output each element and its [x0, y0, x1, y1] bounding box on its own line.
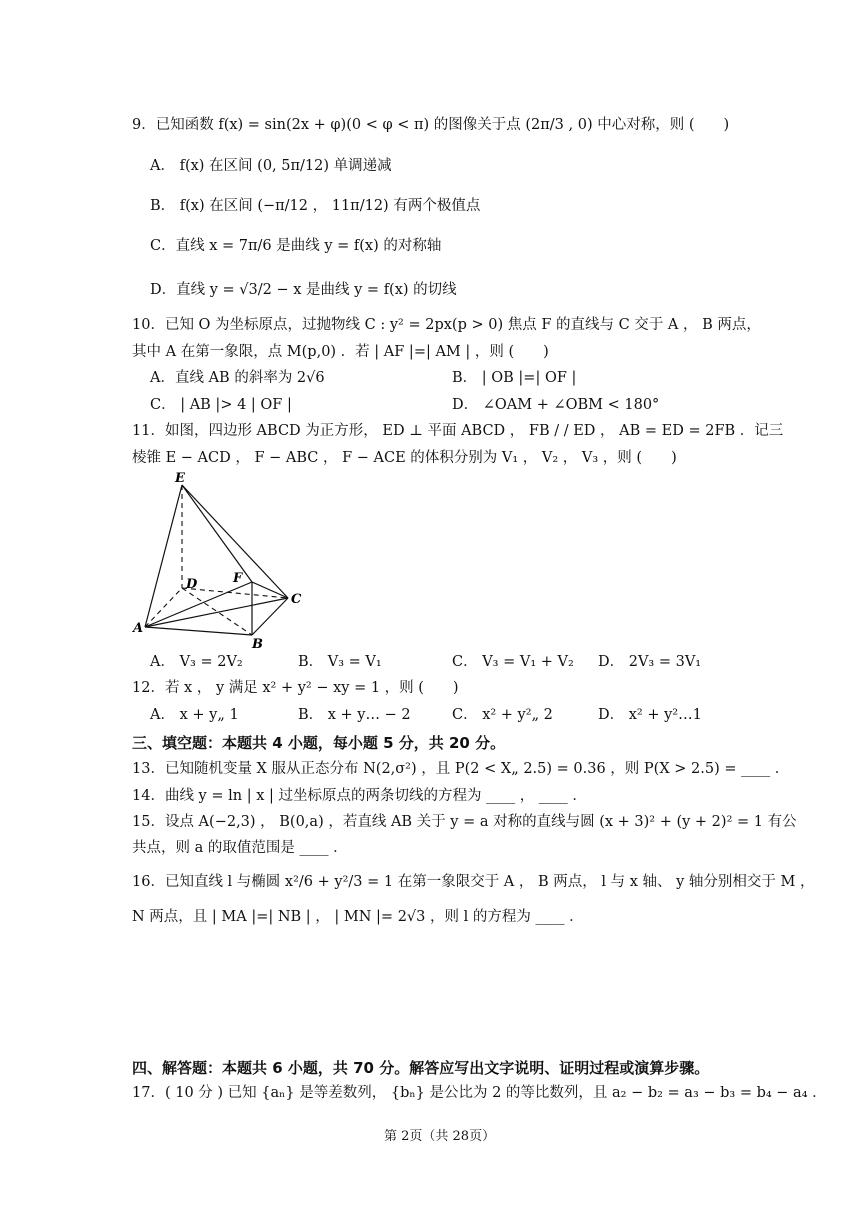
vertex-label-c: C [291, 592, 302, 607]
q10-option-a: A．直线 AB 的斜率为 2√6 [150, 370, 325, 386]
vertex-label-a: A [133, 621, 144, 636]
q10-stem-line2: 其中 A 在第一象限，点 M(p,0) ．若 | AF |=| AM | ，则 ( ) [132, 344, 549, 360]
page-footer: 第 2页（共 28页） [384, 1129, 496, 1144]
q15-line1: 15．设点 A(−2,3) ， B(0,a) ，若直线 AB 关于 y = a 对称的直线与圆 (x + 3)² + (y + 2)² = 1 有公 [132, 814, 797, 830]
q10-option-d: D． ∠OAM + ∠OBM < 180° [452, 397, 660, 413]
pyramid-figure [125, 470, 315, 650]
q12-option-a: A． x + y„ 1 [150, 707, 239, 723]
q12-option-c: C． x² + y²„ 2 [452, 707, 553, 723]
q9-option-c: C．直线 x = 7π/6 是曲线 y = f(x) 的对称轴 [150, 238, 442, 254]
q12-option-d: D． x² + y²…1 [598, 707, 702, 723]
vertex-label-d: D [186, 577, 198, 592]
q10-option-b: B． | OB |=| OF | [452, 370, 577, 386]
q16-line2: N 两点，且 | MA |=| NB | ， | MN |= 2√3 ，则 l 的方程为 ____ ． [132, 909, 584, 925]
q11-option-c: C． V₃ = V₁ + V₂ [452, 654, 574, 670]
q11-stem-line2: 棱锥 E − ACD ， F − ABC ， F − ACE 的体积分别为 V₁ ， V₂ ， V₃ ，则 ( ) [132, 450, 677, 466]
q14-text: 14．曲线 y = ln | x | 过坐标原点的两条切线的方程为 ____ ， ____ ． [132, 788, 587, 804]
q12-stem: 12．若 x ， y 满足 x² + y² − xy = 1 ，则 ( ) [132, 680, 459, 696]
q10-option-c: C． | AB |> 4 | OF | [150, 397, 292, 413]
section-4-heading: 四、解答题：本题共 6 小题，共 70 分。解答应写出文字说明、证明过程或演算步骤。 [132, 1059, 710, 1077]
q11-option-d: D． 2V₃ = 3V₁ [598, 654, 702, 670]
q13-text: 13．已知随机变量 X 服从正态分布 N(2,σ²) ，且 P(2 < X„ 2.5) = 0.36 ，则 P(X > 2.5) = ____ ． [132, 761, 790, 777]
q9-option-a: A． f(x) 在区间 (0, 5π/12) 单调递减 [150, 158, 392, 174]
vertex-label-e: E [175, 471, 185, 486]
q11-option-b: B． V₃ = V₁ [298, 654, 382, 670]
q9-option-b: B． f(x) 在区间 (−π/12 ， 11π/12) 有两个极值点 [150, 198, 481, 214]
q17-text: 17．( 10 分 ) 已知 {aₙ} 是等差数列， {bₙ} 是公比为 2 的等比数列，且 a₂ − b₂ = a₃ − b₃ = b₄ − a₄ ． [132, 1085, 827, 1101]
q11-stem-line1: 11．如图，四边形 ABCD 为正方形， ED ⊥ 平面 ABCD ， FB / / ED ， AB = ED = 2FB ．记三 [132, 423, 784, 439]
vertex-label-b: B [252, 637, 263, 650]
q10-stem-line1: 10．已知 O 为坐标原点，过抛物线 C : y² = 2px(p > 0) 焦点 F 的直线与 C 交于 A ， B 两点， [132, 317, 761, 333]
q12-option-b: B． x + y… − 2 [298, 707, 411, 723]
q9-stem: 9．已知函数 f(x) = sin(2x + φ)(0 < φ < π) 的图像关于点 (2π/3 , 0) 中心对称，则 ( ) [132, 117, 730, 133]
vertex-label-f: F [233, 571, 243, 586]
q15-line2: 共点，则 a 的取值范围是 ____ ． [132, 840, 348, 856]
section-3-heading: 三、填空题：本题共 4 小题，每小题 5 分，共 20 分。 [132, 734, 506, 752]
q9-option-d: D．直线 y = √3/2 − x 是曲线 y = f(x) 的切线 [150, 282, 457, 298]
q11-option-a: A． V₃ = 2V₂ [150, 654, 243, 670]
q16-line1: 16．已知直线 l 与椭圆 x²/6 + y²/3 = 1 在第一象限交于 A ， B 两点， l 与 x 轴、 y 轴分别相交于 M ， [132, 874, 815, 890]
